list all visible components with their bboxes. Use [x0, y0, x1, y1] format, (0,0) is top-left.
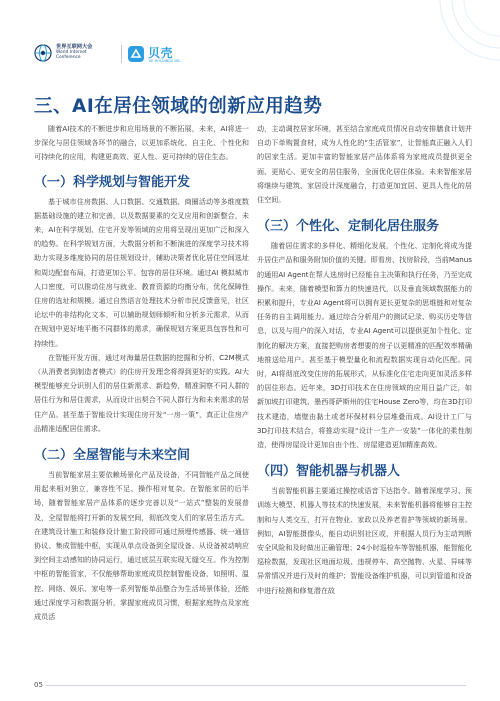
subheading-1: （一）科学规划与智能开发 — [34, 174, 191, 190]
beike-logo-subtext: KE HOLDINGS INC. — [149, 59, 182, 63]
wic-globe-icon — [34, 44, 52, 62]
s1-paragraph-1: 基于城市住房数据、人口数据、交通数据、商圈活动等多维度数据基础设施的建立和完善，以及数据要素的交叉应用和创新整合，未来，AI在科学规划、住宅开发等领域的应用将呈现出更加广泛和深入的趋势。在科学规划方面，大数据分析和不断演进的深度学习技术将助力实现多维度协同的居住规划设计，辅助决策者优化居住空间选址和周边配套布局，打造更加公平、包容的居住环境。通过AI 模拟城市人口密度，可以推动住房与就业、教育资源的均衡分布，优化保障性住房的选址和规模。通过自然语言处理技术分析市民反馈意见，社区论坛中的非结构化文本，可以辅助规划师倾听和分析多元需求，从而在规划中更好地平衡不同群体的需求，确保规划方案更具包容性和可持续性。 — [34, 196, 249, 348]
subheading-3: （三）个性化、定制化居住服务 — [257, 219, 440, 235]
wic-logo — [34, 44, 119, 66]
s1-paragraph-2: 在智能开发方面，通过对海量居住数据的挖掘和分析，C2M模式（从消费者到制造者模式）的住房开发理念将得到更好的实践。AI大模型能够充分识别人们的居住新需求、新趋势，精准洞察不同人群的居住行为和居住需求，从而设计出契合不同人群行为和未来需求的居住产品。甚至基于智能设计实现住房开发“一房一策”，真正让住房产品精准适配居住需求。 — [34, 352, 249, 433]
s2-paragraph-1: 当前智能家居主要依赖场景化产品及设备，不同智能产品之间使用起来相对独立，兼容性不足、操作相对复杂。在智能家居的后半场，随着智能家居产品体系的逐步完善以及“一站式”整装的发展普及，全屋智能将打开新的发展空间，彻底改变人们的家居生活方式。在建筑设计施工和装修设计施工阶段即可通过预埋传感器、统一通信协议、集成智能中枢，实现从单点设备到全屋设备、从设备被动响应到空间主动感知的协同运行，通过底层互联实现无缝交互。作为控制中枢的智能管家，不仅能够帮助家庭成员控制智能设备，如照明、温控、网络、娱乐、家电等一系列智能单品整合为生活场景体验，还能通过深度学习和数据分析，掌握家庭成员习惯，根据家庭特点及家庭成员活 — [34, 470, 249, 622]
wic-logo-text: 世界互联网大会 World Internet Conference — [56, 44, 93, 61]
s4-paragraph-1: 当前智能机器主要通过操控或语音下达指令。随着深度学习、预训练大模型、机器人等技术的快速发展，未来智能机器将能够自主控制和与人类交互，打开在物业、家政以及养老看护等领域的新场景。例如，AI智能摄像头，能自动识别社区或，并根据人员行为主动判断安全风险和及时做出正确管理；24小时巡检车等智能机器，能智能化巡检数据，发现社区地面垃圾、违规停车、高空抛物、火星、异味等异常情况并进行及时的维护；智能设备维护机器，可以到管道和设备中进行检测和修复潜在故 — [257, 486, 472, 595]
beike-logo-text: 贝壳 — [148, 46, 174, 60]
page-number: 05 — [34, 681, 43, 689]
beike-logo — [127, 44, 187, 66]
s2-paragraph-continued: 动，主动调控居家环境，甚至结合家庭成员情况自动安排膳食计划并自动下单购置食材，成为人性化的“生活管家”，让智能真正融入人们的居家生活。更加丰富的智能家居产品体系将为家庭成员提供更全面、更贴心、更安全的居住服务，全面优化居住体验。未来智能家居将继续与建筑、家居设计深度融合，打造更加宜居、更具人性化的居住空间。 — [257, 124, 472, 205]
beike-shell-icon — [127, 45, 145, 63]
footer-rule — [46, 685, 466, 686]
corner-decoration — [430, 0, 500, 70]
right-column — [257, 122, 472, 598]
logo-divider — [121, 45, 122, 63]
subheading-2: （二）全屋智能与未来空间 — [34, 448, 191, 464]
subheading-4: （四）智能机器与机器人 — [257, 464, 401, 480]
section-title: 三、AI在居住领域的创新应用趋势 — [34, 96, 323, 117]
left-column — [34, 122, 249, 624]
intro-paragraph: 随着AI技术的不断进步和应用场景的不断拓展，未来，AI将进一步深化与居住领域各环节的融合，以更加系统化、自主化、个性化和可持续化的应用，构建更高效、更人性、更可持续的居住生态。 — [34, 124, 249, 162]
s3-paragraph-1: 随着居住需求的多样化、精细化发展，个性化、定制化将成为提升居住产品和服务附加价值的关键。即看房、找房阶段，当前Manus的通用AI Agent在帮人选房时已经能自主决策和执行任务，乃至完成操作。未来，随着模型和算力的快速迭代，以及垂直领域数据能力的积累和提升，专业AI Agent将可以拥有更长更复杂的思维链和对复杂任务的自主调用能力。通过综合分析用户的测试记录、购买历史等信息，以及与用户的深入对话，专业AI Agent可以提供更加个性化、定制化的解决方案，直接把购房者想要的房子以更精准的匹配效率精确地推送给用户。甚至基于模型量化和流程数据实现自动化匹配。同时，AI将彻底改变住房的拓展形式，从标准化住宅走向更加灵活多样的居住形态。近年来，3D打印技术在住房领域的应用日益广泛，如新加坡打印建筑、墨西哥萨斯州的住宅House Zero等，均在3D打印技术建造，墙壁由黏土或者环保材料分层堆叠而成。AI设计工厂与3D打印技术结合，将推动实现“设计一生产一安装”一体化的柔性制造，使得房屋设计更加自由个性、房屋建造更加精准高效。 — [257, 241, 472, 450]
page-header — [0, 0, 500, 78]
